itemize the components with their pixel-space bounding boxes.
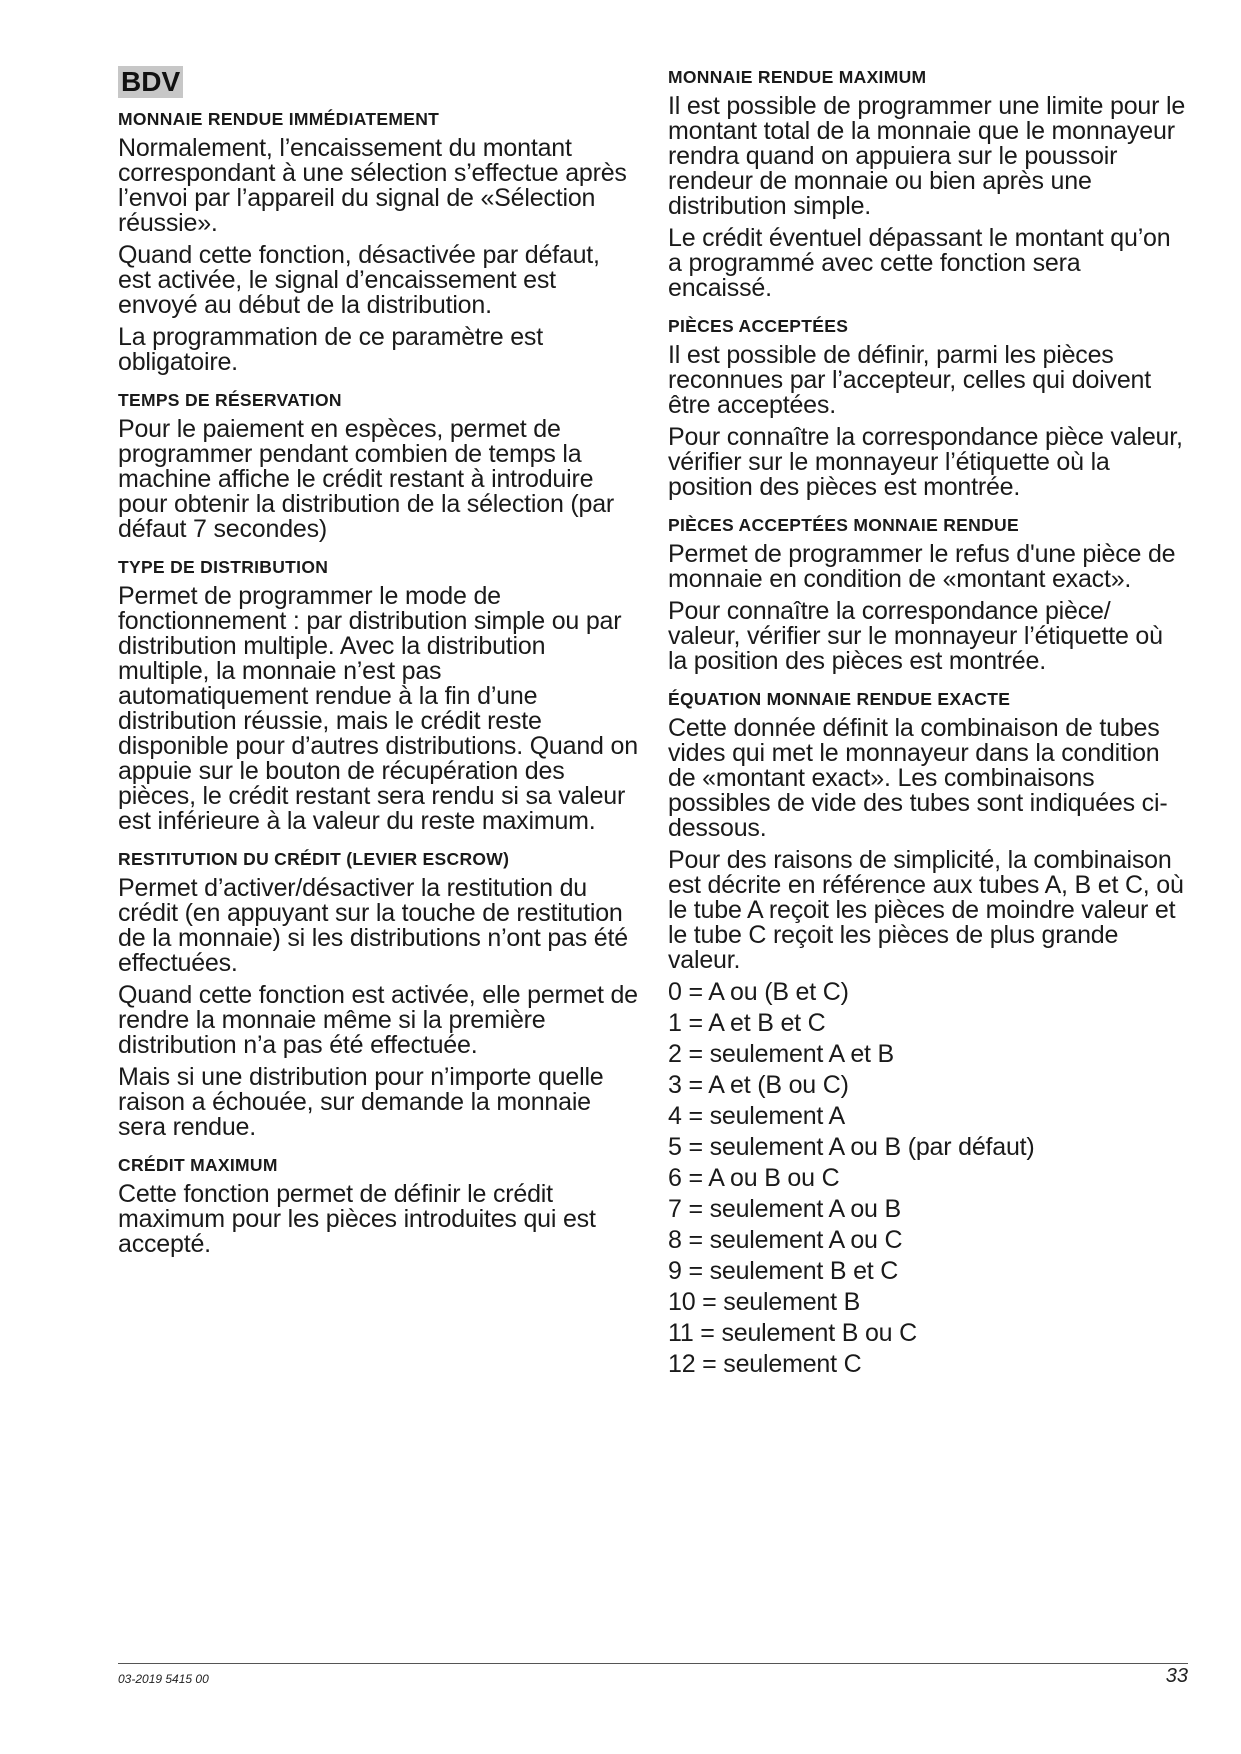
paragraph: Permet d’activer/désactiver la restitution du crédit (en appuyant sur la touche de restitution de la monnaie) si les distributions n’ont pas été effectuées. [118, 874, 628, 977]
list-item: 5 = seulement A ou B (par défaut) [668, 1133, 1035, 1161]
section-temps-de-reservation [118, 389, 638, 542]
paragraph: Pour des raisons de simplicité, la combinaison est décrite en référence aux tubes A, B et C, où le tube A reçoit les pièces de moindre valeur et le tube C reçoit les pièces de plus grande valeur. [668, 846, 1184, 974]
section-monnaie-rendue-maximum [668, 66, 1188, 301]
section-heading: TYPE DE DISTRIBUTION [118, 557, 329, 577]
list-item: 12 = seulement C [668, 1350, 862, 1378]
list-item: 11 = seulement B ou C [668, 1319, 917, 1347]
list-item: 3 = A et (B ou C) [668, 1071, 849, 1099]
paragraph: Pour connaître la correspondance pièce valeur, vérifier sur le monnayeur l’étiquette où la position des pièces est montrée. [668, 423, 1183, 501]
section-pieces-acceptees [668, 315, 1188, 500]
section-heading: MONNAIE RENDUE IMMÉDIATEMENT [118, 109, 440, 129]
section-heading: TEMPS DE RÉSERVATION [118, 390, 342, 410]
paragraph: La programmation de ce paramètre est obligatoire. [118, 323, 543, 376]
section-heading: ÉQUATION MONNAIE RENDUE EXACTE [668, 689, 1011, 709]
list-item: 10 = seulement B [668, 1288, 861, 1316]
paragraph: Permet de programmer le mode de fonctionnement : par distribution simple ou par distribution multiple. Avec la distribution multiple, la monnaie n’est pas automatiquement rendue à la fin d’une distribution réussie, mais le crédit reste disponible pour d’autres distributions. Quand on appuie sur le bouton de récupération des pièces, le crédit restant sera rendu si sa valeur est inférieure à la valeur du reste maximum. [118, 582, 638, 835]
section-type-de-distribution [118, 556, 638, 834]
paragraph: Cette fonction permet de définir le crédit maximum pour les pièces introduites qui est accepté. [118, 1180, 596, 1258]
paragraph: Pour connaître la correspondance pièce/ valeur, vérifier sur le monnayeur l’étiquette où la position des pièces est montrée. [668, 597, 1163, 675]
list-item: 6 = A ou B ou C [668, 1164, 840, 1192]
list-item: 4 = seulement A [668, 1102, 845, 1130]
section-heading: RESTITUTION DU CRÉDIT (LEVIER ESCROW) [118, 849, 510, 869]
section-heading: MONNAIE RENDUE MAXIMUM [668, 67, 927, 87]
paragraph: Normalement, l’encaissement du montant correspondant à une sélection s’effectue après l’envoi par l’appareil du signal de «Sélection réussie». [118, 134, 627, 237]
section-pieces-acceptees-monnaie-rendue [668, 514, 1188, 674]
list-item: 8 = seulement A ou C [668, 1226, 903, 1254]
section-heading: CRÉDIT MAXIMUM [118, 1155, 278, 1175]
paragraph: Il est possible de programmer une limite pour le montant total de la monnaie que le monnayeur rendra quand on appuiera sur le poussoir rendeur de monnaie ou bien après une distribution simple. [668, 92, 1186, 220]
paragraph: Mais si une distribution pour n’importe quelle raison a échouée, sur demande la monnaie sera rendue. [118, 1063, 604, 1141]
section-heading: PIÈCES ACCEPTÉES [668, 316, 849, 336]
list-item: 7 = seulement A ou B [668, 1195, 901, 1223]
list-item: 2 = seulement A et B [668, 1040, 895, 1068]
paragraph: Permet de programmer le refus d'une pièce de monnaie en condition de «montant exact». [668, 540, 1176, 593]
list-item: 1 = A et B et C [668, 1009, 826, 1037]
section-credit-maximum [118, 1154, 638, 1257]
paragraph: Quand cette fonction est activée, elle permet de rendre la monnaie même si la première distribution n’a pas été effectuée. [118, 981, 638, 1059]
left-column [118, 66, 638, 1271]
section-restitution-du-credit [118, 848, 638, 1140]
list-item: 9 = seulement B et C [668, 1257, 899, 1285]
paragraph: Pour le paiement en espèces, permet de programmer pendant combien de temps la machine affiche le crédit restant à introduire pour obtenir la distribution de la sélection (par défaut 7 secondes) [118, 415, 615, 543]
footer-document-code: 03-2019 5415 00 [118, 1672, 209, 1686]
paragraph: Cette donnée définit la combinaison de tubes vides qui met le monnayeur dans la condition de «montant exact». Les combinaisons possibles de vide des tubes sont indiquées ci-dessous. [668, 714, 1168, 842]
paragraph: Quand cette fonction, désactivée par défaut, est activée, le signal d’encaissement est envoyé au début de la distribution. [118, 241, 600, 319]
paragraph: Le crédit éventuel dépassant le montant qu’on a programmé avec cette fonction sera encaissé. [668, 224, 1171, 302]
page-number: 33 [1165, 1665, 1188, 1687]
paragraph: Il est possible de définir, parmi les pièces reconnues par l’accepteur, celles qui doivent être acceptées. [668, 341, 1151, 419]
equation-list [668, 980, 1188, 1377]
section-equation-monnaie-rendue-exacte [668, 688, 1188, 1377]
section-badge: BDV [118, 66, 183, 98]
right-column [668, 66, 1188, 1391]
section-monnaie-rendue-immediatement [118, 108, 638, 375]
list-item: 0 = A ou (B et C) [668, 978, 849, 1006]
section-heading: PIÈCES ACCEPTÉES MONNAIE RENDUE [668, 515, 1019, 535]
footer-divider [118, 1663, 1188, 1664]
